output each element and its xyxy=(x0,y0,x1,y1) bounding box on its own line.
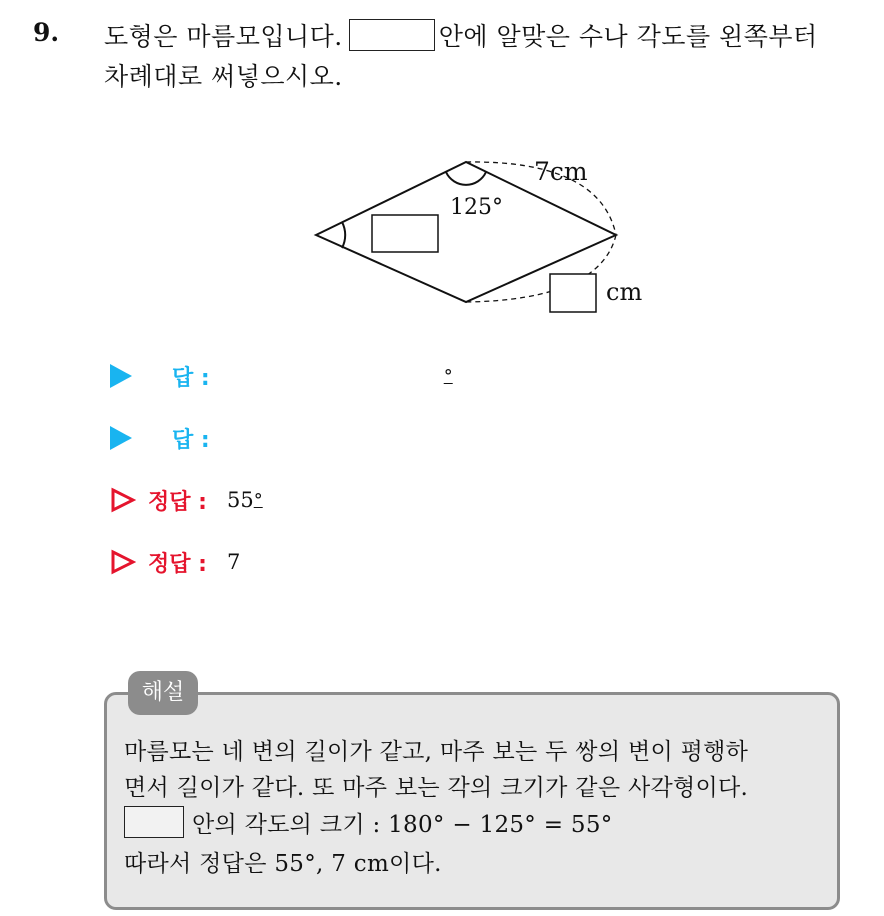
angle-label: 125° xyxy=(450,195,503,220)
blank-box xyxy=(124,806,184,838)
filled-triangle-right-icon xyxy=(110,364,132,388)
unit-label: cm xyxy=(606,278,643,306)
explanation-line1: 마름모는 네 변의 길이가 같고, 마주 보는 두 쌍의 변이 평행하 xyxy=(124,739,749,765)
side-length-label: 7cm xyxy=(534,157,588,186)
correct-answer-label: 정답 : xyxy=(148,551,207,577)
question-number: 9. xyxy=(33,18,60,47)
outline-triangle-right-icon xyxy=(110,487,136,513)
question-text-after: 안에 알맞은 수나 각도를 왼쪽부터 xyxy=(438,22,818,51)
correct-answer-value: 55 xyxy=(226,488,254,512)
correct-answer-row-1 xyxy=(110,480,410,520)
correct-answer-row-2 xyxy=(110,542,410,582)
answer-label: 답 : xyxy=(172,427,210,453)
answer-row-1 xyxy=(110,356,490,396)
blank-box xyxy=(349,19,435,51)
angle-blank-box xyxy=(372,215,438,252)
explanation-line2: 면서 길이가 같다. 또 마주 보는 각의 크기가 같은 사각형이다. xyxy=(124,775,749,801)
top-angle-arc xyxy=(446,172,486,185)
correct-answer-value: 7 xyxy=(226,550,241,574)
explanation-tag: 해설 xyxy=(128,671,198,715)
explanation-line3 xyxy=(124,806,613,839)
length-blank-box xyxy=(550,274,596,312)
explanation-line3-text: 안의 각도의 크기 : 180° − 125° = 55° xyxy=(192,812,613,838)
answer-label: 답 : xyxy=(172,365,210,391)
question-text-line1 xyxy=(104,17,818,53)
outline-triangle-right-icon xyxy=(110,549,136,575)
question-text-line2: 차례대로 써넣으시오. xyxy=(104,62,343,91)
correct-answer-label: 정답 : xyxy=(148,489,207,515)
left-angle-arc xyxy=(342,222,345,248)
rhombus-figure xyxy=(300,140,660,330)
answer-unit: ° xyxy=(443,365,453,387)
correct-answer-unit: ° xyxy=(253,489,263,511)
filled-triangle-right-icon xyxy=(110,426,132,450)
answer-row-2 xyxy=(110,418,310,458)
question-text-before: 도형은 마름모입니다. xyxy=(104,22,343,51)
explanation-line4: 따라서 정답은 55°, 7 cm이다. xyxy=(124,851,442,877)
